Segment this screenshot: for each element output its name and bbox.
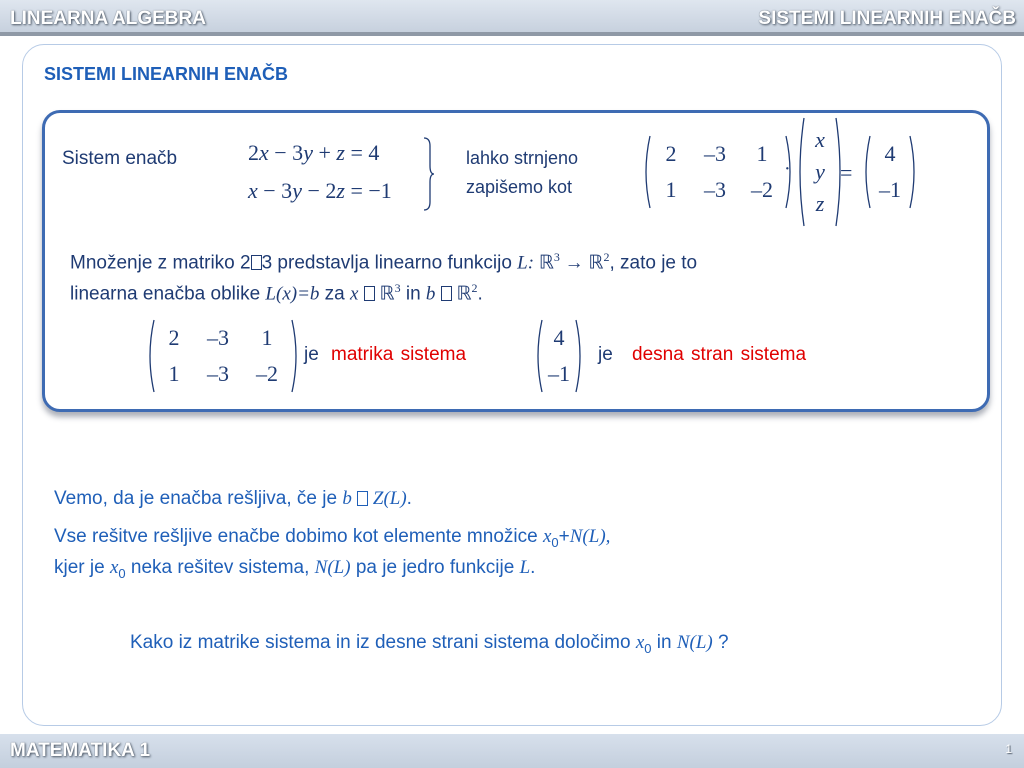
right-paren-icon	[574, 318, 586, 394]
solutions-text-2: kjer je $x_0$ neka rešitev sistema, N(L) pa je jedro funkcije L.	[54, 557, 536, 581]
header-bar	[0, 0, 1024, 36]
right-paren-icon	[908, 134, 920, 210]
rhs-vector	[860, 134, 920, 210]
variable-vector	[794, 116, 846, 228]
matrika-sistema-label: matrika sistema	[331, 344, 467, 365]
footer-course: MATEMATIKA 1	[10, 740, 151, 761]
left-paren-icon	[860, 134, 872, 210]
page-number: 1	[1005, 742, 1012, 756]
solutions-text-1: Vse rešitve rešljive enačbe dobimo kot elemente množice $x_0+N(L)$,	[54, 526, 611, 550]
matrix-cell: –2	[751, 177, 773, 202]
lahko-line-1: lahko strnjeno	[466, 148, 579, 168]
explanation-line-1: Množenje z matriko 2 3 predstavlja linearno funkcijo L: ℝ$^3$ → ℝ$^2$, zato je to	[70, 250, 698, 274]
vector-cell: –1	[879, 177, 901, 202]
vector-cell: y	[815, 159, 825, 184]
vector-cell: z	[815, 191, 825, 216]
vector-cell: 4	[884, 141, 896, 166]
desna-stran-label: desna stran sistema	[632, 344, 807, 365]
je-label: je	[304, 344, 319, 365]
matrix-cell: –2	[256, 361, 278, 386]
right-paren-icon	[290, 318, 302, 394]
slide-title: SISTEMI LINEARNIH ENAČB	[44, 64, 289, 84]
sistem-label: Sistem enačb	[62, 148, 178, 169]
matrix-cell: 2	[665, 141, 677, 166]
matrix-cell: –3	[207, 325, 229, 350]
matrix-cell: 1	[168, 361, 180, 386]
vector-cell: –1	[548, 361, 570, 386]
coefficient-matrix	[640, 134, 796, 210]
missing-glyph-icon	[441, 286, 452, 301]
matrix-cell: 1	[665, 177, 677, 202]
equation-1: 2x − 3y + z = 4	[248, 140, 380, 165]
question-text: Kako iz matrike sistema in iz desne strani sistema določimo $x_0$ in N(L) ?	[130, 632, 729, 656]
equals-sign: =	[840, 160, 853, 185]
right-brace-icon	[422, 136, 436, 212]
system-rhs-vector	[532, 318, 586, 394]
missing-glyph-icon	[364, 286, 375, 301]
explanation-line-2: linearna enačba oblike L(x)=b za x ℝ$^3$ in b ℝ$^2$.	[70, 281, 483, 305]
left-paren-icon	[640, 134, 652, 210]
matrix-cell: –3	[704, 141, 726, 166]
matrix-cell: –3	[207, 361, 229, 386]
equation-2: x − 3y − 2z = −1	[248, 178, 392, 203]
matrix-cell: –3	[704, 177, 726, 202]
vector-cell: x	[815, 127, 825, 152]
footer-bar	[0, 734, 1024, 768]
missing-glyph-icon	[357, 491, 368, 506]
section-title: SISTEMI LINEARNIH ENAČB	[758, 8, 1016, 29]
je-label-2: je	[598, 344, 613, 365]
course-title: LINEARNA ALGEBRA	[10, 8, 206, 29]
dot-operator: ·	[784, 158, 791, 180]
matrix-cell: 2	[168, 325, 180, 350]
left-paren-icon	[794, 116, 806, 228]
missing-glyph-icon	[251, 255, 262, 270]
system-matrix	[144, 318, 302, 394]
solvability-text: Vemo, da je enačba rešljiva, če je b Z(L).	[54, 488, 412, 509]
matrix-cell: 1	[756, 141, 768, 166]
matrix-cell: 1	[261, 325, 273, 350]
left-paren-icon	[532, 318, 544, 394]
left-paren-icon	[144, 318, 156, 394]
vector-cell: 4	[553, 325, 565, 350]
lahko-line-2: zapišemo kot	[466, 177, 573, 197]
